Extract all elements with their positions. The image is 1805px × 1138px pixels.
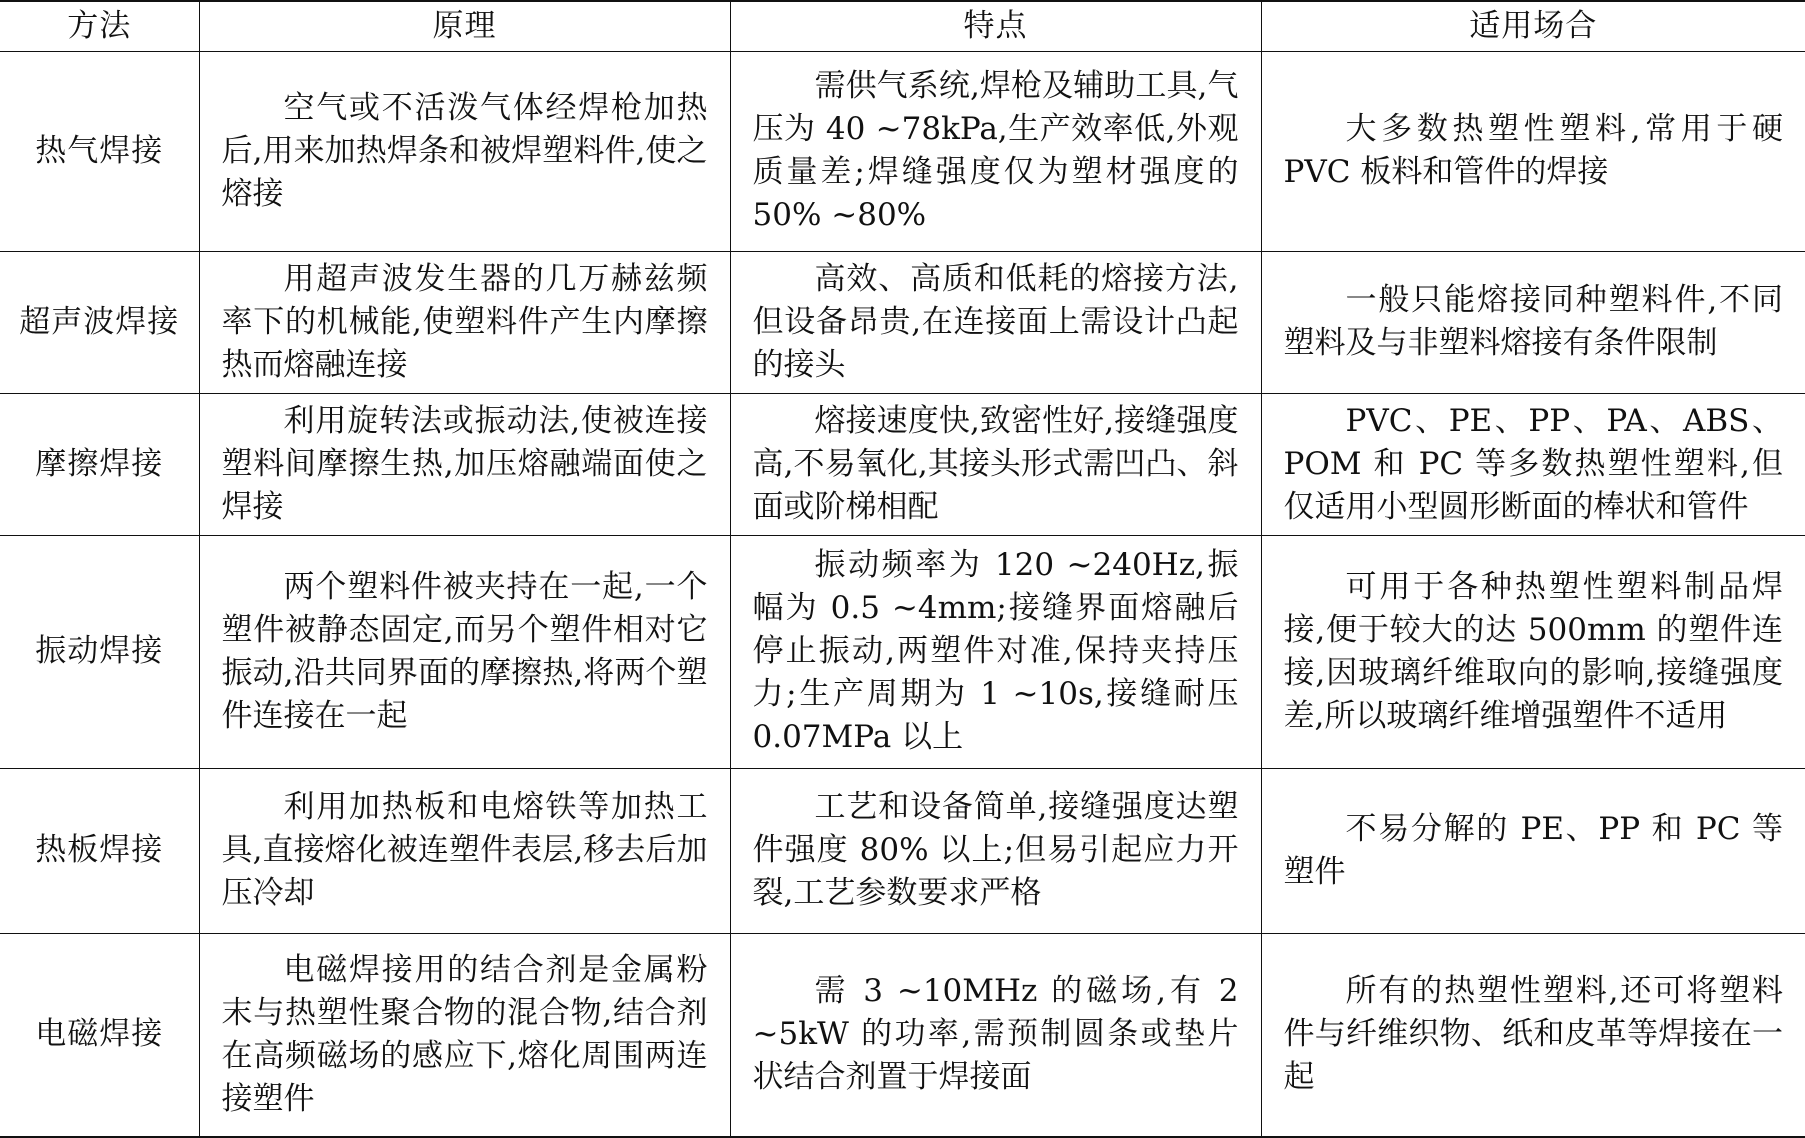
scope-text: 所有的热塑性塑料,还可将塑料件与纤维织物、纸和皮革等焊接在一起 — [1283, 973, 1783, 1096]
table-row — [0, 393, 1805, 535]
scope-cell — [1261, 768, 1805, 933]
features-text: 高效、高质和低耗的熔接方法,但设备昂贵,在连接面上需设计凸起的接头 — [752, 260, 1239, 383]
scope-text: 大多数热塑性塑料,常用于硬 PVC 板料和管件的焊接 — [1283, 111, 1783, 190]
header-method: 方法 — [0, 1, 199, 51]
principle-cell — [199, 933, 730, 1137]
table-row — [0, 251, 1805, 393]
method-cell: 电磁焊接 — [0, 933, 199, 1137]
features-cell — [730, 535, 1261, 768]
header-features: 特点 — [730, 1, 1261, 51]
principle-cell — [199, 768, 730, 933]
principle-cell — [199, 393, 730, 535]
header-principle: 原理 — [199, 1, 730, 51]
features-cell — [730, 393, 1261, 535]
principle-cell — [199, 251, 730, 393]
table-row — [0, 768, 1805, 933]
scope-cell — [1261, 251, 1805, 393]
scope-text: PVC、PE、PP、PA、ABS、POM 和 PC 等多数热塑性塑料,但仅适用小型圆形断面的棒状和管件 — [1283, 402, 1783, 525]
scope-cell — [1261, 933, 1805, 1137]
features-text: 熔接速度快,致密性好,接缝强度高,不易氧化,其接头形式需凹凸、斜面或阶梯相配 — [752, 402, 1239, 525]
features-cell — [730, 51, 1261, 251]
table-row — [0, 535, 1805, 768]
features-text: 工艺和设备简单,接缝强度达塑件强度 80% 以上;但易引起应力开裂,工艺参数要求严格 — [752, 789, 1239, 911]
scope-text: 一般只能熔接同种塑料件,不同塑料及与非塑料熔接有条件限制 — [1283, 282, 1783, 361]
method-cell: 超声波焊接 — [0, 251, 199, 393]
principle-cell — [199, 51, 730, 251]
method-cell: 振动焊接 — [0, 535, 199, 768]
scope-text: 可用于各种热塑性塑料制品焊接,便于较大的达 500mm 的塑件连接,因玻璃纤维取向的影响,接缝强度差,所以玻璃纤维增强塑件不适用 — [1283, 568, 1783, 734]
principle-text: 空气或不活泼气体经焊枪加热后,用来加热焊条和被焊塑料件,使之熔接 — [221, 89, 708, 212]
scope-cell — [1261, 393, 1805, 535]
features-cell — [730, 251, 1261, 393]
principle-text: 电磁焊接用的结合剂是金属粉末与热塑性聚合物的混合物,结合剂在高频磁场的感应下,熔化周围两连接塑件 — [221, 951, 708, 1117]
principle-text: 利用旋转法或振动法,使被连接塑料间摩擦生热,加压熔融端面使之焊接 — [221, 402, 708, 525]
features-cell — [730, 768, 1261, 933]
principle-text: 用超声波发生器的几万赫兹频率下的机械能,使塑料件产生内摩擦热而熔融连接 — [221, 260, 708, 383]
features-text: 需 3 ~10MHz 的磁场,有 2 ~5kW 的功率,需预制圆条或垫片状结合剂置于焊接面 — [752, 973, 1239, 1096]
header-row — [0, 1, 1805, 51]
header-scope: 适用场合 — [1261, 1, 1805, 51]
features-text: 需供气系统,焊枪及辅助工具,气压为 40 ~78kPa,生产效率低,外观质量差;焊缝强度仅为塑材强度的 50% ~80% — [752, 68, 1239, 233]
principle-cell — [199, 535, 730, 768]
features-text: 振动频率为 120 ~240Hz,振幅为 0.5 ~4mm;接缝界面熔融后停止振动,两塑件对准,保持夹持压力;生产周期为 1 ~10s,接缝耐压 0.07MPa 以上 — [752, 547, 1239, 755]
scope-cell — [1261, 51, 1805, 251]
table-row — [0, 933, 1805, 1137]
table-row — [0, 51, 1805, 251]
method-cell: 热板焊接 — [0, 768, 199, 933]
scope-cell — [1261, 535, 1805, 768]
principle-text: 两个塑料件被夹持在一起,一个塑件被静态固定,而另个塑件相对它振动,沿共同界面的摩擦热,将两个塑件连接在一起 — [221, 568, 708, 734]
features-cell — [730, 933, 1261, 1137]
scope-text: 不易分解的 PE、PP 和 PC 等塑件 — [1283, 810, 1783, 890]
method-cell: 热气焊接 — [0, 51, 199, 251]
principle-text: 利用加热板和电熔铁等加热工具,直接熔化被连塑件表层,移去后加压冷却 — [221, 789, 708, 911]
method-cell: 摩擦焊接 — [0, 393, 199, 535]
